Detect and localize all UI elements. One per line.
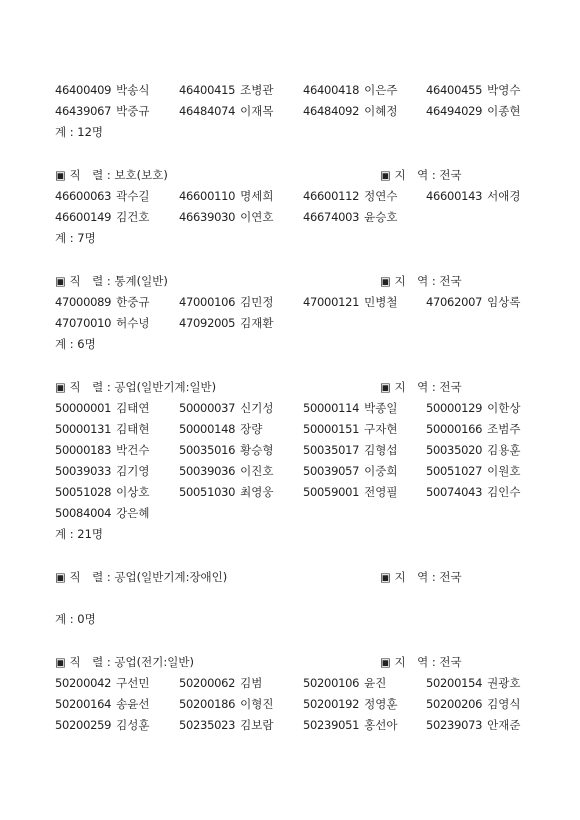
candidate-name: 박송식 — [116, 83, 150, 97]
roster-entry — [55, 313, 149, 334]
roster-entry — [55, 80, 149, 101]
roster-entry — [303, 461, 397, 482]
exam-number: 50200106 — [303, 676, 360, 690]
roster-entry — [179, 440, 273, 461]
roster-entry — [179, 292, 273, 313]
section-header — [55, 652, 525, 673]
table-row — [55, 715, 525, 736]
roster-entry — [179, 694, 273, 715]
candidate-name: 전영필 — [364, 485, 398, 499]
candidate-name: 한중규 — [116, 295, 150, 309]
exam-number: 46400455 — [426, 83, 483, 97]
roster-entry — [426, 101, 520, 122]
table-row — [55, 207, 525, 228]
roster-entry — [303, 715, 397, 736]
candidate-name: 명세희 — [240, 189, 274, 203]
roster-entry — [179, 207, 273, 228]
section-total: 계 : 7명 — [55, 231, 96, 245]
exam-number: 50000001 — [55, 401, 112, 415]
candidate-name: 서애경 — [487, 189, 521, 203]
roster-entry — [303, 694, 397, 715]
roster-entry — [179, 715, 273, 736]
exam-number: 50200042 — [55, 676, 112, 690]
exam-number: 50059001 — [303, 485, 360, 499]
candidate-name: 안재준 — [487, 718, 521, 732]
job-series-label: ▣ 직 렬 : 통계(일반) — [55, 274, 168, 288]
exam-number: 50200206 — [426, 697, 483, 711]
exam-number: 50051027 — [426, 464, 483, 478]
exam-number: 47000089 — [55, 295, 112, 309]
exam-number: 50239073 — [426, 718, 483, 732]
candidate-name: 김형섭 — [364, 443, 398, 457]
exam-number: 46639030 — [179, 210, 236, 224]
roster-entry — [179, 101, 273, 122]
roster-entry — [303, 186, 397, 207]
candidate-name: 김보람 — [240, 718, 274, 732]
table-row — [55, 101, 525, 122]
roster-entry — [55, 673, 149, 694]
exam-number: 46674003 — [303, 210, 360, 224]
roster-entry — [303, 207, 397, 228]
exam-number: 50000129 — [426, 401, 483, 415]
exam-number: 50000148 — [179, 422, 236, 436]
region-label: ▣ 지 역 : 전국 — [380, 274, 462, 288]
table-row — [55, 694, 525, 715]
section-header — [55, 567, 525, 588]
exam-number: 50000151 — [303, 422, 360, 436]
candidate-name: 조병관 — [240, 83, 274, 97]
exam-number: 50074043 — [426, 485, 483, 499]
table-row — [55, 186, 525, 207]
roster-entry — [303, 440, 397, 461]
candidate-name: 민병철 — [364, 295, 398, 309]
region-label: ▣ 지 역 : 전국 — [380, 380, 462, 394]
candidate-name: 이상호 — [116, 485, 150, 499]
roster-entry — [303, 292, 397, 313]
table-row — [55, 419, 525, 440]
candidate-name: 윤승호 — [364, 210, 398, 224]
candidate-name: 황승형 — [240, 443, 274, 457]
candidate-name: 김민정 — [240, 295, 274, 309]
exam-number: 50000037 — [179, 401, 236, 415]
exam-number: 46600149 — [55, 210, 112, 224]
candidate-name: 이진호 — [240, 464, 274, 478]
section-header — [55, 165, 525, 186]
roster-entry — [179, 461, 273, 482]
candidate-name: 이한상 — [487, 401, 521, 415]
roster-section — [55, 567, 525, 630]
exam-number: 47000121 — [303, 295, 360, 309]
roster-entry — [55, 482, 149, 503]
exam-number: 46600143 — [426, 189, 483, 203]
candidate-name: 허수녕 — [116, 316, 150, 330]
section-header — [55, 271, 525, 292]
exam-number: 50084004 — [55, 506, 112, 520]
table-row — [55, 461, 525, 482]
roster-section — [55, 271, 525, 355]
exam-number: 50039057 — [303, 464, 360, 478]
region-label: ▣ 지 역 : 전국 — [380, 570, 462, 584]
job-series-label: ▣ 직 렬 : 공업(일반기계:장애인) — [55, 570, 228, 584]
candidate-name: 이중희 — [364, 464, 398, 478]
roster-section — [55, 652, 525, 736]
roster-section — [55, 377, 525, 545]
roster-entry — [55, 503, 149, 524]
roster-entry — [426, 694, 520, 715]
candidate-name: 이재목 — [240, 104, 274, 118]
roster-entry — [179, 419, 262, 440]
roster-entry — [179, 482, 273, 503]
candidate-name: 김범 — [240, 676, 263, 690]
candidate-name: 정연수 — [364, 189, 398, 203]
section-total: 계 : 6명 — [55, 337, 96, 351]
exam-number: 46600063 — [55, 189, 112, 203]
job-series-label: ▣ 직 렬 : 보호(보호) — [55, 168, 168, 182]
exam-number: 50200186 — [179, 697, 236, 711]
exam-number: 47062007 — [426, 295, 483, 309]
exam-number: 46484074 — [179, 104, 236, 118]
candidate-name: 김기영 — [116, 464, 150, 478]
table-row — [55, 482, 525, 503]
candidate-name: 이원호 — [487, 464, 521, 478]
candidate-name: 박종일 — [364, 401, 398, 415]
roster-entry — [55, 461, 149, 482]
table-row — [55, 292, 525, 313]
candidate-name: 이연호 — [240, 210, 274, 224]
candidate-name: 이형진 — [240, 697, 274, 711]
document-page — [55, 80, 525, 758]
exam-number: 46484092 — [303, 104, 360, 118]
region-label: ▣ 지 역 : 전국 — [380, 655, 462, 669]
table-row — [55, 80, 525, 101]
exam-number: 50000114 — [303, 401, 360, 415]
table-row — [55, 673, 525, 694]
exam-number: 50200154 — [426, 676, 483, 690]
roster-entry — [179, 80, 273, 101]
job-series-label: ▣ 직 렬 : 공업(일반기계:일반) — [55, 380, 217, 394]
exam-number: 46400418 — [303, 83, 360, 97]
exam-number: 50235023 — [179, 718, 236, 732]
exam-number: 50051028 — [55, 485, 112, 499]
candidate-name: 구선민 — [116, 676, 150, 690]
exam-number: 50000131 — [55, 422, 112, 436]
roster-entry — [426, 715, 520, 736]
exam-number: 50200062 — [179, 676, 236, 690]
roster-entry — [426, 80, 520, 101]
roster-entry — [303, 673, 386, 694]
candidate-name: 구자현 — [364, 422, 398, 436]
roster-entry — [426, 186, 520, 207]
exam-number: 50239051 — [303, 718, 360, 732]
candidate-name: 이종현 — [487, 104, 521, 118]
roster-entry — [426, 398, 520, 419]
exam-number: 50035016 — [179, 443, 236, 457]
exam-number: 50039033 — [55, 464, 112, 478]
candidate-name: 조범주 — [487, 422, 521, 436]
roster-entry — [303, 101, 397, 122]
exam-number: 46600110 — [179, 189, 236, 203]
roster-entry — [303, 80, 397, 101]
roster-entry — [55, 186, 149, 207]
exam-number: 50200192 — [303, 697, 360, 711]
roster-entry — [55, 101, 149, 122]
candidate-name: 신기성 — [240, 401, 274, 415]
roster-entry — [55, 398, 149, 419]
roster-entry — [55, 715, 149, 736]
roster-entry — [426, 292, 520, 313]
roster-entry — [303, 482, 397, 503]
candidate-name: 곽수길 — [116, 189, 150, 203]
exam-number: 50200164 — [55, 697, 112, 711]
exam-number: 47000106 — [179, 295, 236, 309]
roster-section — [55, 165, 525, 249]
exam-number: 47092005 — [179, 316, 236, 330]
candidate-name: 김인수 — [487, 485, 521, 499]
candidate-name: 박영수 — [487, 83, 521, 97]
exam-number: 46400415 — [179, 83, 236, 97]
candidate-name: 이혜정 — [364, 104, 398, 118]
roster-entry — [179, 398, 273, 419]
roster-entry — [303, 419, 397, 440]
candidate-name: 김성훈 — [116, 718, 150, 732]
exam-number: 46400409 — [55, 83, 112, 97]
candidate-name: 윤진 — [364, 676, 387, 690]
roster-entry — [55, 694, 149, 715]
candidate-name: 김용훈 — [487, 443, 521, 457]
candidate-name: 김영식 — [487, 697, 521, 711]
candidate-name: 김건호 — [116, 210, 150, 224]
roster-section — [55, 80, 525, 143]
exam-number: 46439067 — [55, 104, 112, 118]
candidate-name: 김태현 — [116, 422, 150, 436]
empty-list-gap — [55, 588, 525, 609]
roster-entry — [426, 461, 520, 482]
candidate-name: 김재환 — [240, 316, 274, 330]
roster-entry — [426, 440, 520, 461]
candidate-name: 김태연 — [116, 401, 150, 415]
roster-entry — [55, 292, 149, 313]
roster-entry — [55, 440, 149, 461]
candidate-name: 홍선아 — [364, 718, 398, 732]
candidate-name: 정영훈 — [364, 697, 398, 711]
candidate-name: 최영웅 — [240, 485, 274, 499]
roster-entry — [303, 398, 397, 419]
candidate-name: 이은주 — [364, 83, 398, 97]
roster-entry — [179, 673, 262, 694]
exam-number: 50039036 — [179, 464, 236, 478]
job-series-label: ▣ 직 렬 : 공업(전기:일반) — [55, 655, 194, 669]
section-total: 계 : 21명 — [55, 527, 104, 541]
candidate-name: 강은혜 — [116, 506, 150, 520]
roster-entry — [55, 419, 149, 440]
exam-number: 50051030 — [179, 485, 236, 499]
roster-entry — [426, 419, 520, 440]
candidate-name: 임상록 — [487, 295, 521, 309]
exam-number: 50000183 — [55, 443, 112, 457]
table-row — [55, 398, 525, 419]
exam-number: 50035020 — [426, 443, 483, 457]
candidate-name: 박중규 — [116, 104, 150, 118]
exam-number: 50000166 — [426, 422, 483, 436]
exam-number: 50035017 — [303, 443, 360, 457]
exam-number: 47070010 — [55, 316, 112, 330]
exam-number: 46600112 — [303, 189, 360, 203]
table-row — [55, 503, 525, 524]
candidate-name: 송윤선 — [116, 697, 150, 711]
section-header — [55, 377, 525, 398]
roster-entry — [55, 207, 149, 228]
candidate-name: 권광호 — [487, 676, 521, 690]
candidate-name: 장량 — [240, 422, 263, 436]
table-row — [55, 440, 525, 461]
table-row — [55, 313, 525, 334]
section-total: 계 : 0명 — [55, 612, 96, 626]
roster-entry — [426, 673, 520, 694]
exam-number: 50200259 — [55, 718, 112, 732]
roster-entry — [179, 186, 273, 207]
roster-entry — [426, 482, 520, 503]
candidate-name: 박건수 — [116, 443, 150, 457]
section-total: 계 : 12명 — [55, 125, 104, 139]
roster-entry — [179, 313, 273, 334]
region-label: ▣ 지 역 : 전국 — [380, 168, 462, 182]
exam-number: 46494029 — [426, 104, 483, 118]
